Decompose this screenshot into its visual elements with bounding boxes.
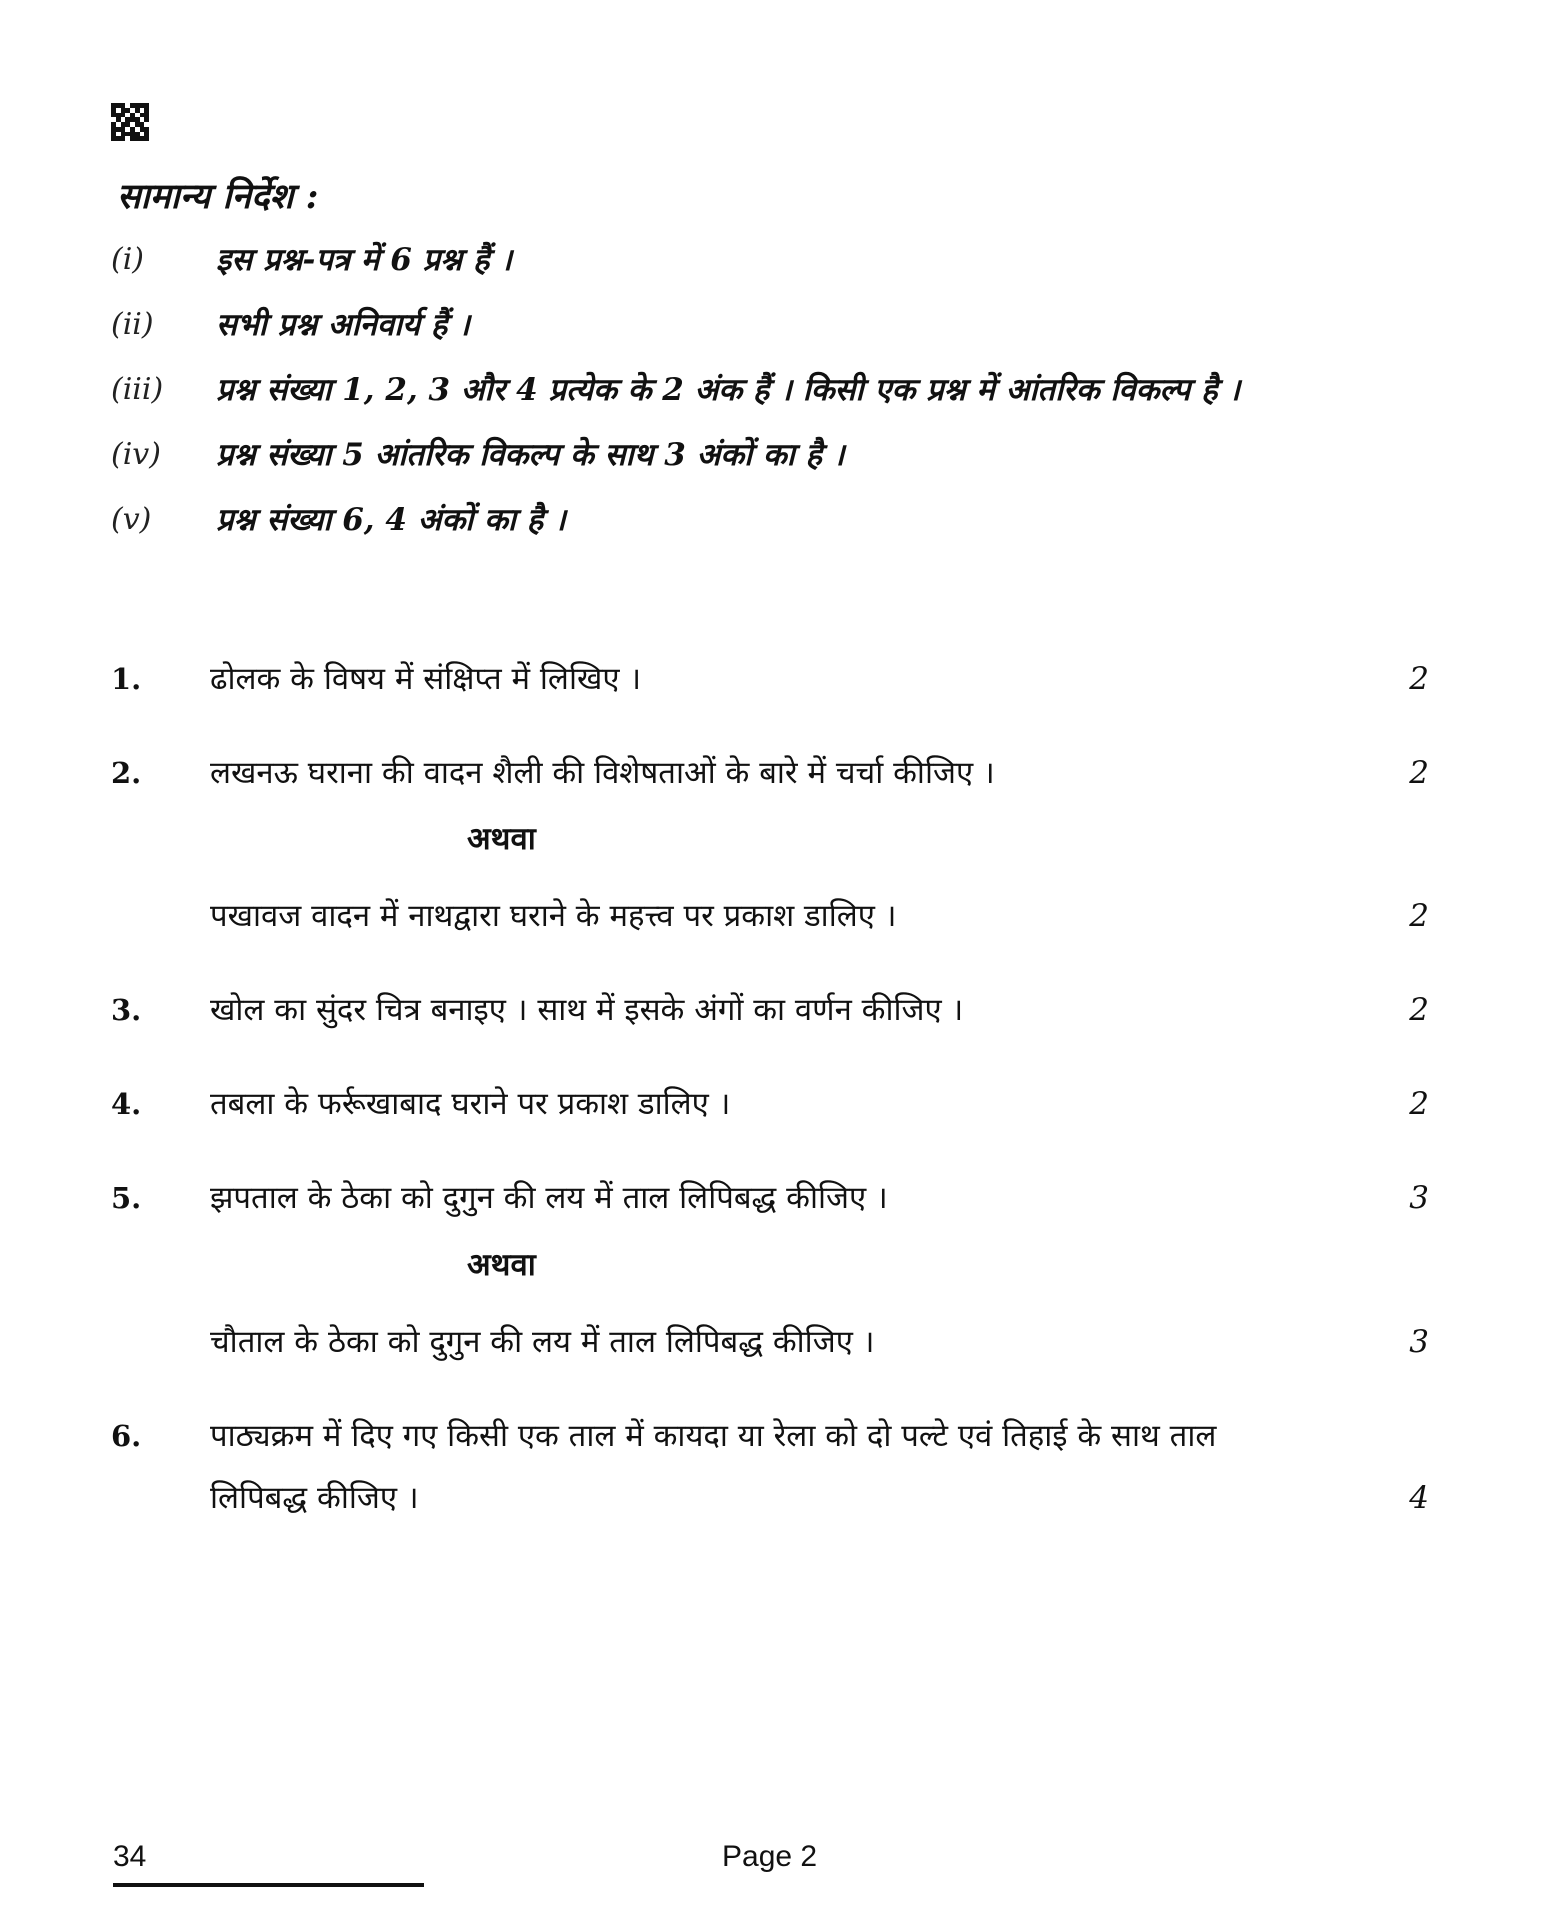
question-5 — [111, 1167, 1429, 1229]
or-label: अथवा — [467, 1247, 536, 1283]
or-label: अथवा — [467, 821, 536, 857]
question-number: 1. — [111, 662, 142, 696]
instruction-text: प्रश्न संख्या 5 आंतरिक विकल्प के साथ 3 अंकों का है । — [216, 437, 845, 473]
instruction-number: (ii) — [111, 306, 154, 342]
question-text-line: लिपिबद्ध कीजिए । — [210, 1480, 419, 1516]
question-6 — [111, 1405, 1429, 1529]
question-text-line: पाठ्यक्रम में दिए गए किसी एक ताल में कायदा या रेला को दो पल्टे एवं तिहाई के साथ ताल — [210, 1418, 1217, 1454]
question-text: झपताल के ठेका को दुगुन की लय में ताल लिपिबद्ध कीजिए । — [210, 1180, 888, 1216]
question-marks: 3 — [1409, 1180, 1429, 1216]
instruction-item — [111, 494, 566, 544]
question-text: खोल का सुंदर चित्र बनाइए । साथ में इसके अंगों का वर्णन कीजिए । — [210, 992, 964, 1028]
question-marks: 2 — [1409, 1086, 1429, 1122]
instruction-item — [111, 234, 512, 284]
question-number: 3. — [111, 993, 142, 1027]
instructions-heading: सामान्य निर्देश : — [117, 176, 319, 217]
instruction-number: (iii) — [111, 371, 164, 407]
page-number: Page 2 — [722, 1840, 818, 1873]
question-number: 2. — [111, 756, 142, 790]
instruction-number: (v) — [111, 501, 152, 537]
question-1 — [111, 648, 1429, 710]
question-5-alternative — [210, 1311, 1429, 1373]
question-2-alternative — [210, 885, 1429, 947]
question-marks: 2 — [1409, 992, 1429, 1028]
question-text: लखनऊ घराना की वादन शैली की विशेषताओं के बारे में चर्चा कीजिए । — [210, 755, 995, 791]
question-marks: 2 — [1409, 898, 1429, 934]
question-number: 5. — [111, 1181, 142, 1215]
instruction-text: प्रश्न संख्या 6, 4 अंकों का है । — [216, 502, 566, 538]
question-number: 4. — [111, 1087, 142, 1121]
question-marks: 3 — [1409, 1324, 1429, 1360]
question-text: पखावज वादन में नाथद्वारा घराने के महत्त्व पर प्रकाश डालिए । — [210, 898, 897, 934]
question-marks: 2 — [1409, 755, 1429, 791]
instruction-text: सभी प्रश्न अनिवार्य हैं । — [216, 307, 470, 343]
instruction-text: प्रश्न संख्या 1, 2, 3 और 4 प्रत्येक के 2 अंक हैं । किसी एक प्रश्न में आंतरिक विकल्प है । — [216, 372, 1241, 408]
instruction-number: (iv) — [111, 436, 161, 472]
instruction-item — [111, 364, 1240, 414]
question-number: 6. — [111, 1419, 142, 1453]
instruction-item — [111, 299, 470, 349]
question-text: ढोलक के विषय में संक्षिप्त में लिखिए । — [210, 661, 642, 697]
question-3 — [111, 979, 1429, 1041]
qr-code — [111, 103, 149, 141]
question-text: चौताल के ठेका को दुगुन की लय में ताल लिपिबद्ध कीजिए । — [210, 1324, 875, 1360]
question-2 — [111, 742, 1429, 804]
instruction-text: इस प्रश्न-पत्र में 6 प्रश्न हैं । — [216, 242, 512, 278]
question-text: तबला के फर्रूखाबाद घराने पर प्रकाश डालिए । — [210, 1086, 731, 1122]
instruction-item — [111, 429, 845, 479]
question-marks: 2 — [1409, 661, 1429, 697]
question-marks: 4 — [1409, 1480, 1429, 1516]
question-text — [210, 1405, 1369, 1529]
question-4 — [111, 1073, 1429, 1135]
paper-code: 34 — [113, 1840, 147, 1873]
instruction-number: (i) — [111, 241, 145, 277]
footer-underline — [113, 1883, 424, 1887]
